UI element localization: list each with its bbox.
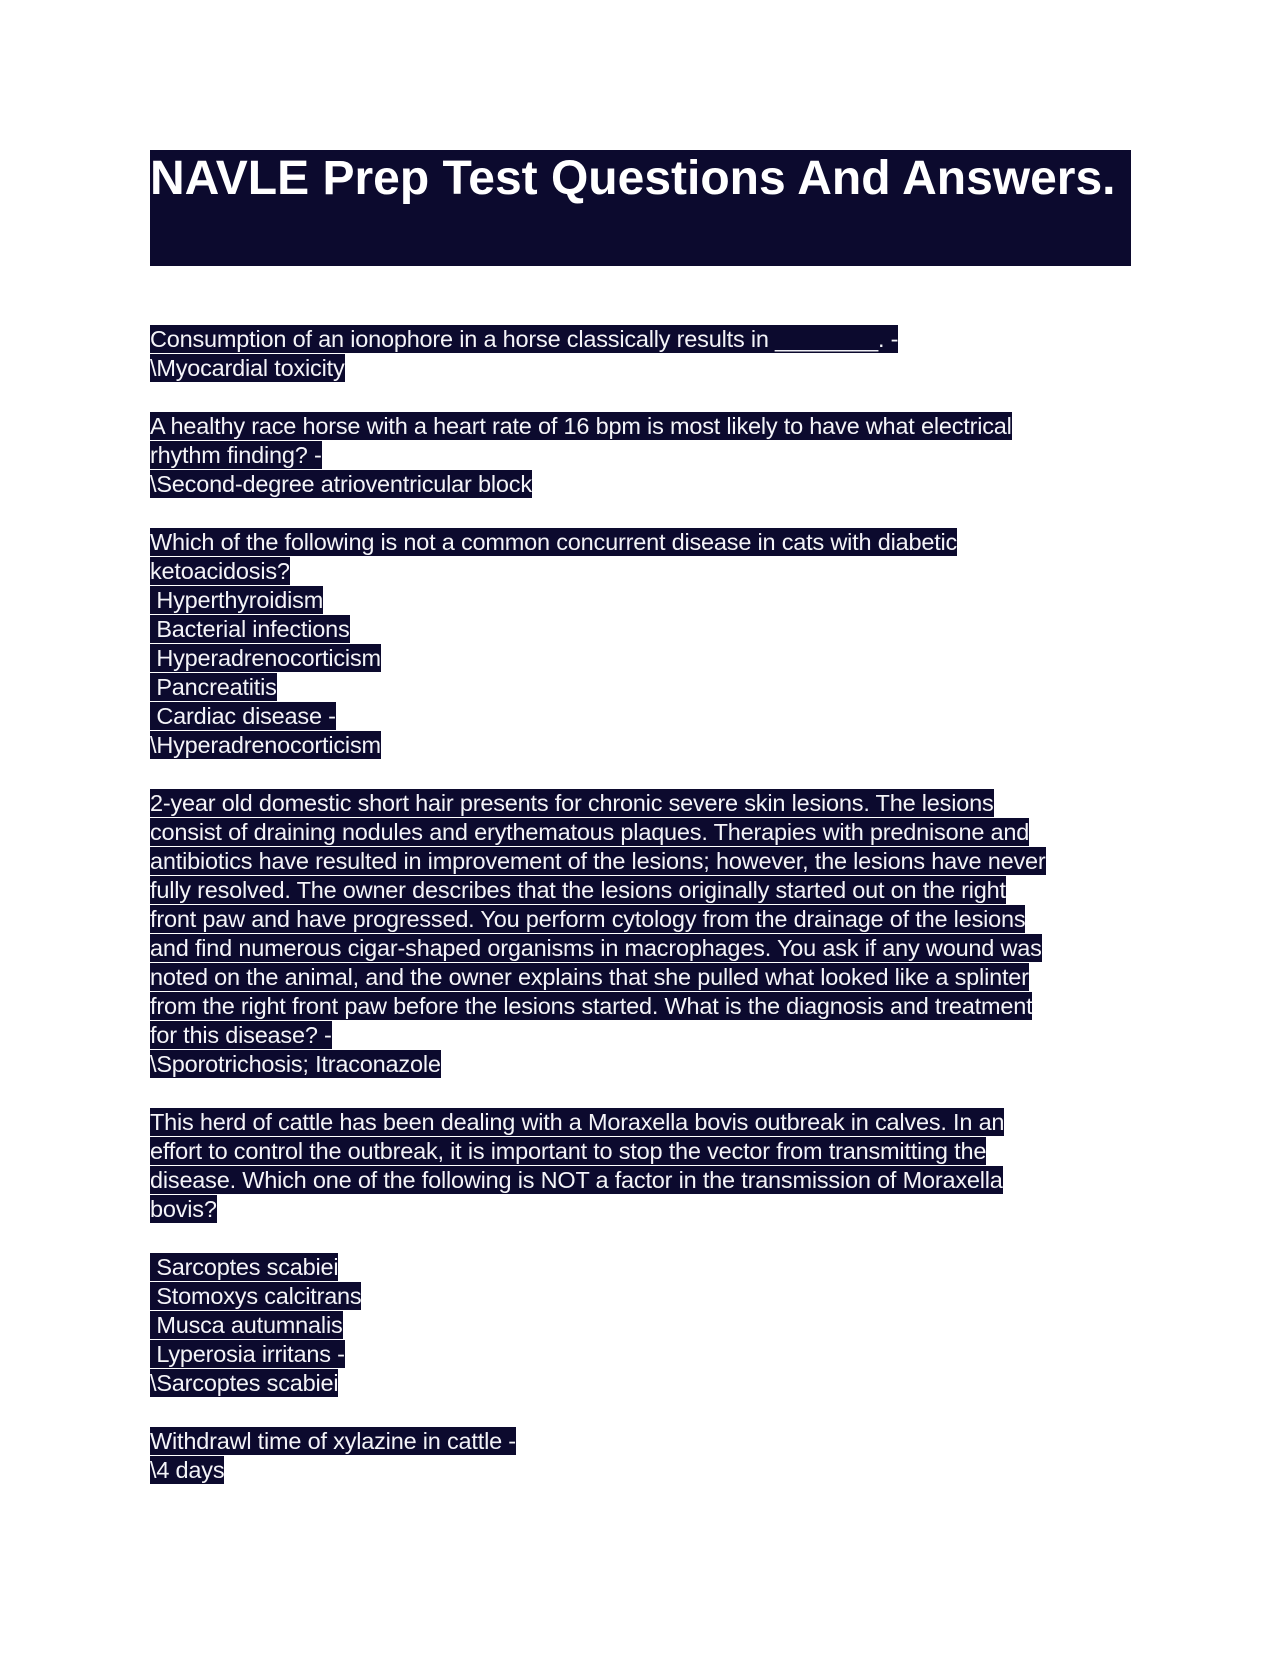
text-line xyxy=(150,615,1140,644)
document-body xyxy=(150,325,1140,1514)
qa-block xyxy=(150,1427,1140,1485)
highlighted-text: front paw and have progressed. You perform cytology from the drainage of the lesions xyxy=(150,906,1026,932)
qa-block xyxy=(150,325,1140,383)
text-line xyxy=(150,905,1140,934)
highlighted-text: Sarcoptes scabiei xyxy=(150,1254,339,1280)
highlighted-text: fully resolved. The owner describes that the lesions originally started out on the right xyxy=(150,877,1006,903)
highlighted-text: A healthy race horse with a heart rate of 16 bpm is most likely to have what electrical xyxy=(150,413,1012,439)
highlighted-text: Pancreatitis xyxy=(150,674,277,700)
text-line xyxy=(150,1311,1140,1340)
text-line xyxy=(150,1195,1140,1224)
highlighted-text: consist of draining nodules and erythematous plaques. Therapies with prednisone and xyxy=(150,819,1030,845)
text-line xyxy=(150,992,1140,1021)
text-line xyxy=(150,441,1140,470)
text-line xyxy=(150,1282,1140,1311)
highlighted-text: rhythm finding? - xyxy=(150,442,322,468)
highlighted-text: effort to control the outbreak, it is important to stop the vector from transmitting the xyxy=(150,1138,987,1164)
highlighted-text: \Second-degree atrioventricular block xyxy=(150,471,532,497)
highlighted-text: and find numerous cigar-shaped organisms in macrophages. You ask if any wound was xyxy=(150,935,1042,961)
text-line xyxy=(150,1137,1140,1166)
highlighted-text: antibiotics have resulted in improvement of the lesions; however, the lesions have never xyxy=(150,848,1046,874)
text-line xyxy=(150,847,1140,876)
text-line xyxy=(150,644,1140,673)
highlighted-text: Cardiac disease - xyxy=(150,703,336,729)
highlighted-text: Stomoxys calcitrans xyxy=(150,1283,362,1309)
text-line xyxy=(150,528,1140,557)
text-line xyxy=(150,1369,1140,1398)
text-line xyxy=(150,1021,1140,1050)
highlighted-text: Withdrawl time of xylazine in cattle - xyxy=(150,1428,516,1454)
highlighted-text: ketoacidosis? xyxy=(150,558,290,584)
text-line xyxy=(150,1050,1140,1079)
highlighted-text: Lyperosia irritans - xyxy=(150,1341,345,1367)
highlighted-text: Hyperthyroidism xyxy=(150,587,324,613)
highlighted-text: Consumption of an ionophore in a horse classically results in ________. - xyxy=(150,326,899,352)
text-line xyxy=(150,1340,1140,1369)
highlighted-text: Hyperadrenocorticism xyxy=(150,645,381,671)
text-line xyxy=(150,702,1140,731)
highlighted-text: 2-year old domestic short hair presents for chronic severe skin lesions. The lesions xyxy=(150,790,994,816)
text-line xyxy=(150,934,1140,963)
highlighted-text: Bacterial infections xyxy=(150,616,350,642)
qa-block xyxy=(150,1108,1140,1224)
highlighted-text: from the right front paw before the lesions started. What is the diagnosis and treatment xyxy=(150,993,1033,1019)
highlighted-text: Musca autumnalis xyxy=(150,1312,343,1338)
text-line xyxy=(150,673,1140,702)
highlighted-text: noted on the animal, and the owner explains that she pulled what looked like a splinter xyxy=(150,964,1029,990)
highlighted-text: \4 days xyxy=(150,1457,225,1483)
highlighted-text: bovis? xyxy=(150,1196,217,1222)
text-line xyxy=(150,731,1140,760)
text-line xyxy=(150,354,1140,383)
highlighted-text: disease. Which one of the following is NOT a factor in the transmission of Moraxella xyxy=(150,1167,1003,1193)
text-line xyxy=(150,963,1140,992)
text-line xyxy=(150,586,1140,615)
document-title: NAVLE Prep Test Questions And Answers. xyxy=(150,150,1131,266)
highlighted-text: \Hyperadrenocorticism xyxy=(150,732,381,758)
qa-block xyxy=(150,1253,1140,1398)
highlighted-text: Which of the following is not a common concurrent disease in cats with diabetic xyxy=(150,529,958,555)
highlighted-text: \Sarcoptes scabiei xyxy=(150,1370,339,1396)
text-line xyxy=(150,1253,1140,1282)
text-line xyxy=(150,789,1140,818)
text-line xyxy=(150,325,1140,354)
highlighted-text: This herd of cattle has been dealing with a Moraxella bovis outbreak in calves. In an xyxy=(150,1109,1005,1135)
highlighted-text: \Myocardial toxicity xyxy=(150,355,345,381)
text-line xyxy=(150,1166,1140,1195)
highlighted-text: for this disease? - xyxy=(150,1022,332,1048)
text-line xyxy=(150,1108,1140,1137)
highlighted-text: \Sporotrichosis; Itraconazole xyxy=(150,1051,441,1077)
text-line xyxy=(150,557,1140,586)
text-line xyxy=(150,412,1140,441)
text-line xyxy=(150,1456,1140,1485)
text-line xyxy=(150,470,1140,499)
text-line xyxy=(150,818,1140,847)
text-line xyxy=(150,876,1140,905)
text-line xyxy=(150,1427,1140,1456)
qa-block xyxy=(150,528,1140,760)
qa-block xyxy=(150,789,1140,1079)
qa-block xyxy=(150,412,1140,499)
